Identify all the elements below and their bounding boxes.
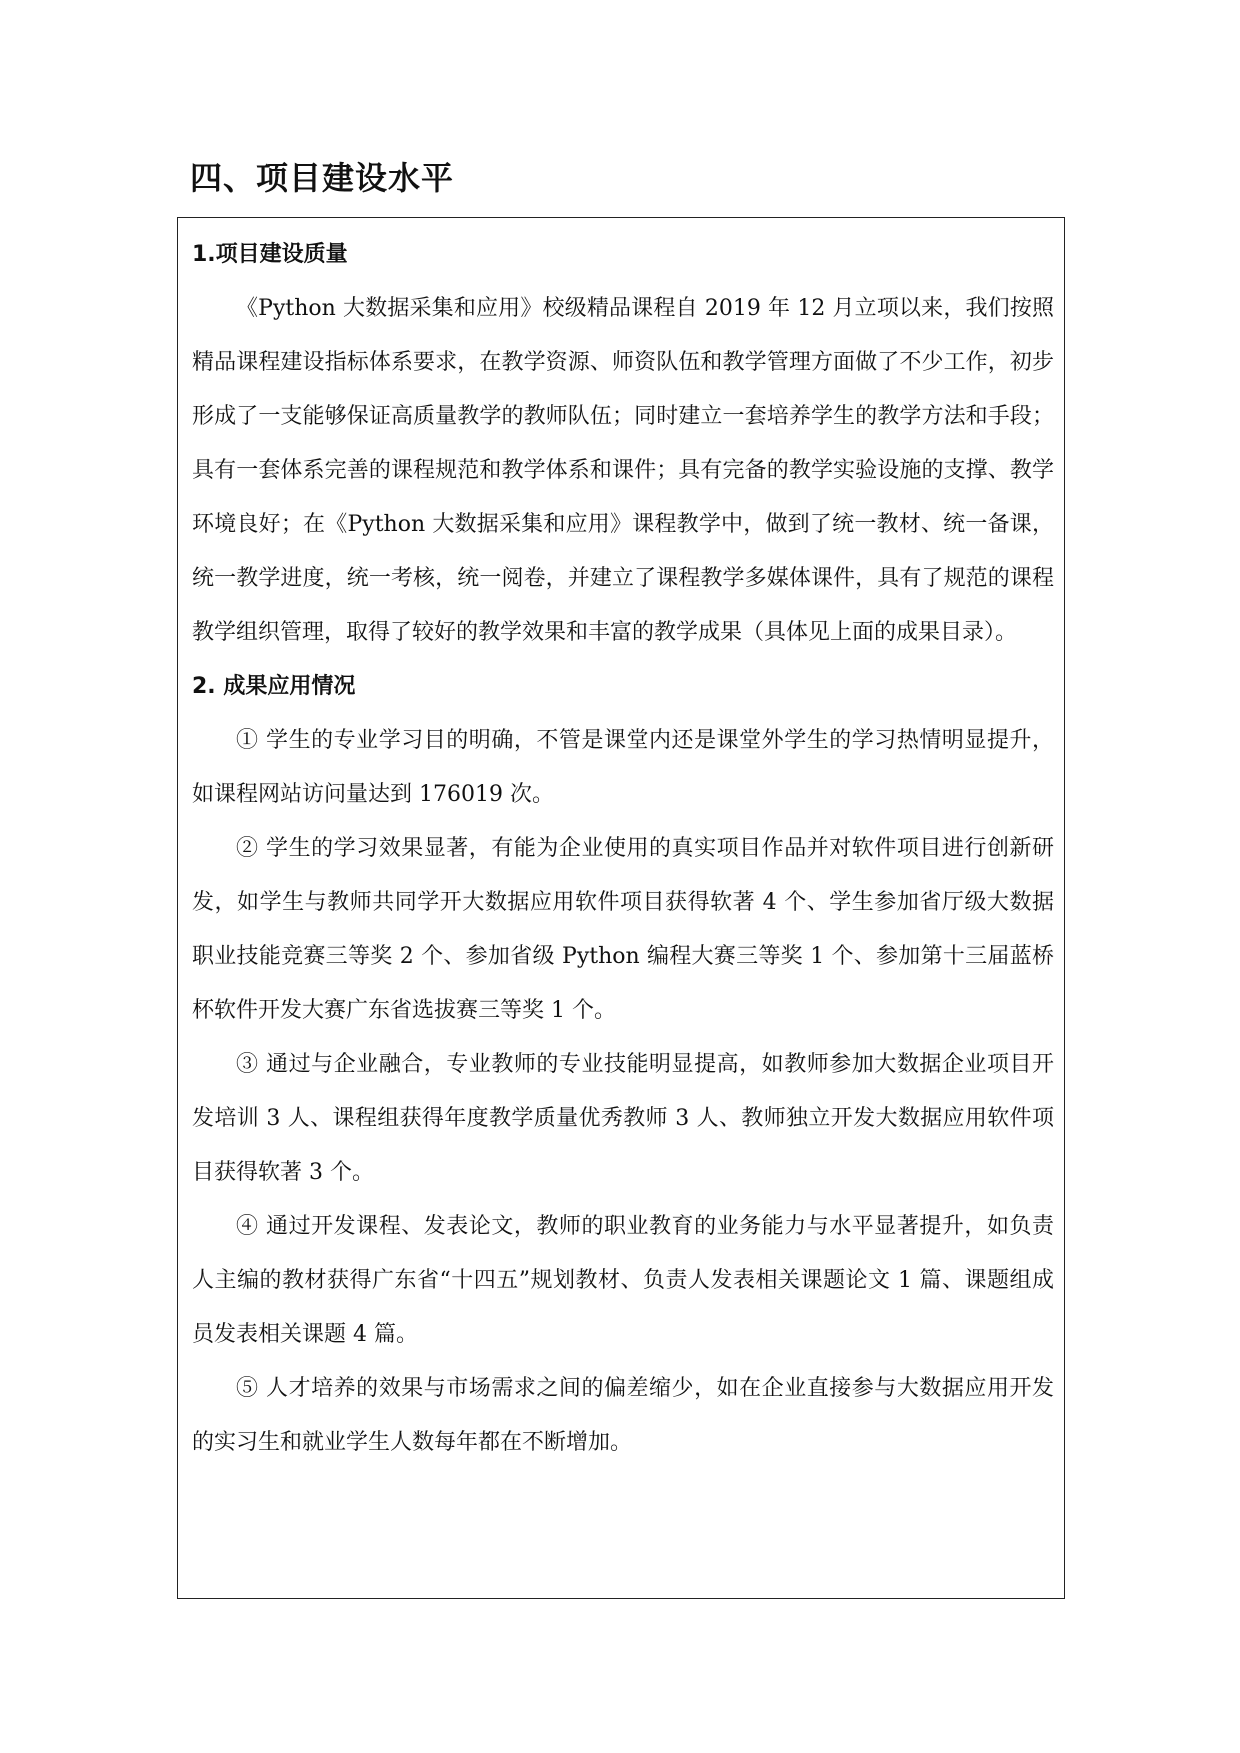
list-item: ② 学生的学习效果显著，有能为企业使用的真实项目作品并对软件项目进行创新研发，如学生与教师共同学开大数据应用软件项目获得软著 4 个、学生参加省厅级大数据职业技能竞赛三等奖 2 个、参加省级 Python 编程大赛三等奖 1 个、参加第十三届蓝桥杯软件开发大赛广东省选拔赛三等奖 1 个。 (192, 836, 1054, 1023)
content-body (192, 228, 1054, 1470)
list-item: ⑤ 人才培养的效果与市场需求之间的偏差缩少，如在企业直接参与大数据应用开发的实习生和就业学生人数每年都在不断增加。 (192, 1376, 1054, 1455)
section-build-quality (192, 228, 1054, 660)
list-item: ① 学生的专业学习目的明确，不管是课堂内还是课堂外学生的学习热情明显提升，如课程网站访问量达到 176019 次。 (192, 728, 1054, 807)
section-heading: 1.项目建设质量 (192, 242, 348, 267)
paragraph: 《Python 大数据采集和应用》校级精品课程自 2019 年 12 月立项以来，我们按照精品课程建设指标体系要求，在教学资源、师资队伍和教学管理方面做了不少工作，初步形成了一支能够保证高质量教学的教师队伍；同时建立一套培养学生的教学方法和手段；具有一套体系完善的课程规范和教学体系和课件；具有完备的教学实验设施的支撑、教学环境良好；在《Python 大数据采集和应用》课程教学中，做到了统一教材、统一备课，统一教学进度，统一考核，统一阅卷，并建立了课程教学多媒体课件，具有了规范的课程教学组织管理，取得了较好的教学效果和丰富的教学成果（具体见上面的成果目录）。 (192, 296, 1054, 645)
list-item: ④ 通过开发课程、发表论文，教师的职业教育的业务能力与水平显著提升，如负责人主编的教材获得广东省“十四五”规划教材、负责人发表相关课题论文 1 篇、课题组成员发表相关课题 4 篇。 (192, 1214, 1054, 1347)
section-application (192, 660, 1054, 1470)
page-title: 四、项目建设水平 (190, 159, 455, 197)
section-heading: 2. 成果应用情况 (192, 674, 356, 699)
list-item: ③ 通过与企业融合，专业教师的专业技能明显提高，如教师参加大数据企业项目开发培训 3 人、课程组获得年度教学质量优秀教师 3 人、教师独立开发大数据应用软件项目获得软著 3 个。 (192, 1052, 1054, 1185)
